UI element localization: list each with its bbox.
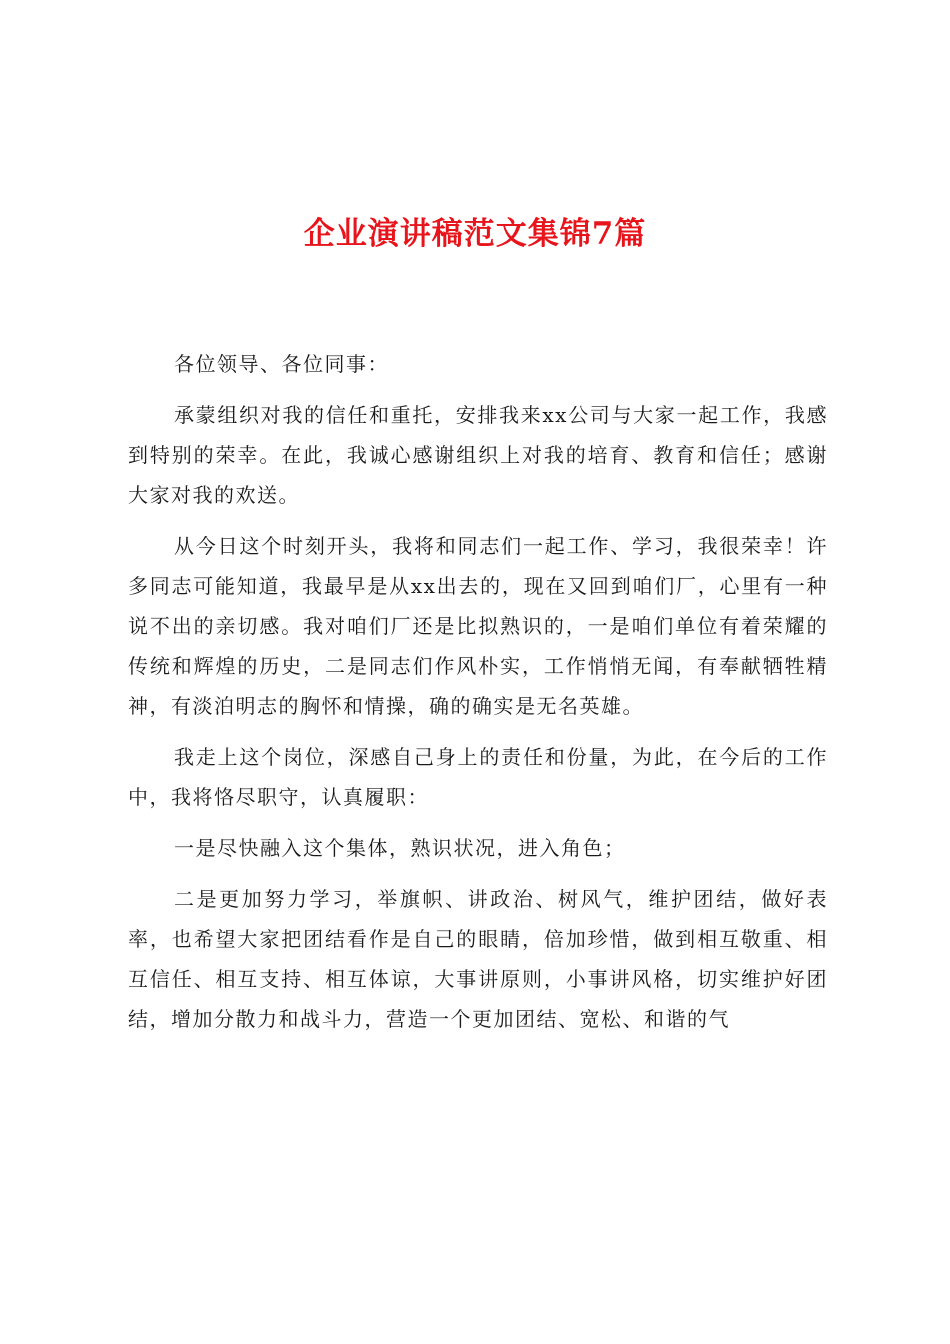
paragraph-point-one: 一是尽快融入这个集体，熟识状况，进入角色； [174, 836, 626, 860]
paragraph-introduction: 从今日这个时刻开头，我将和同志们一起工作、学习，我很荣幸！许多同志可能知道，我最早是从xx出去的，现在又回到咱们厂，心里有一种说不出的亲切感。我对咱们厂还是比拟熟识的，一是咱们单位有着荣耀的传统和辉煌的历史，二是同志们作风朴实，工作悄悄无闻，有奉献牺牲精神，有淡泊明志的胸怀和情操，确的确实是无名英雄。 [128, 534, 828, 718]
paragraph-point-two: 二是更加努力学习，举旗帜、讲政治、树风气，维护团结，做好表率，也希望大家把团结看作是自己的眼睛，倍加珍惜，做到相互敬重、相互信任、相互支持、相互体谅，大事讲原则，小事讲风格，切实维护好团结，增加分散力和战斗力，营造一个更加团结、宽松、和谐的气 [128, 887, 828, 1031]
document-title: 企业演讲稿范文集锦7篇 [303, 216, 647, 252]
paragraph-greeting: 各位领导、各位同事： [174, 352, 389, 376]
paragraph-thanks: 承蒙组织对我的信任和重托，安排我来xx公司与大家一起工作，我感到特别的荣幸。在此，我诚心感谢组织上对我的培育、教育和信任；感谢大家对我的欢送。 [128, 403, 828, 507]
document-body [128, 344, 828, 1050]
paragraph-responsibility: 我走上这个岗位，深感自己身上的责任和份量，为此，在今后的工作中，我将恪尽职守，认真履职： [128, 745, 828, 809]
